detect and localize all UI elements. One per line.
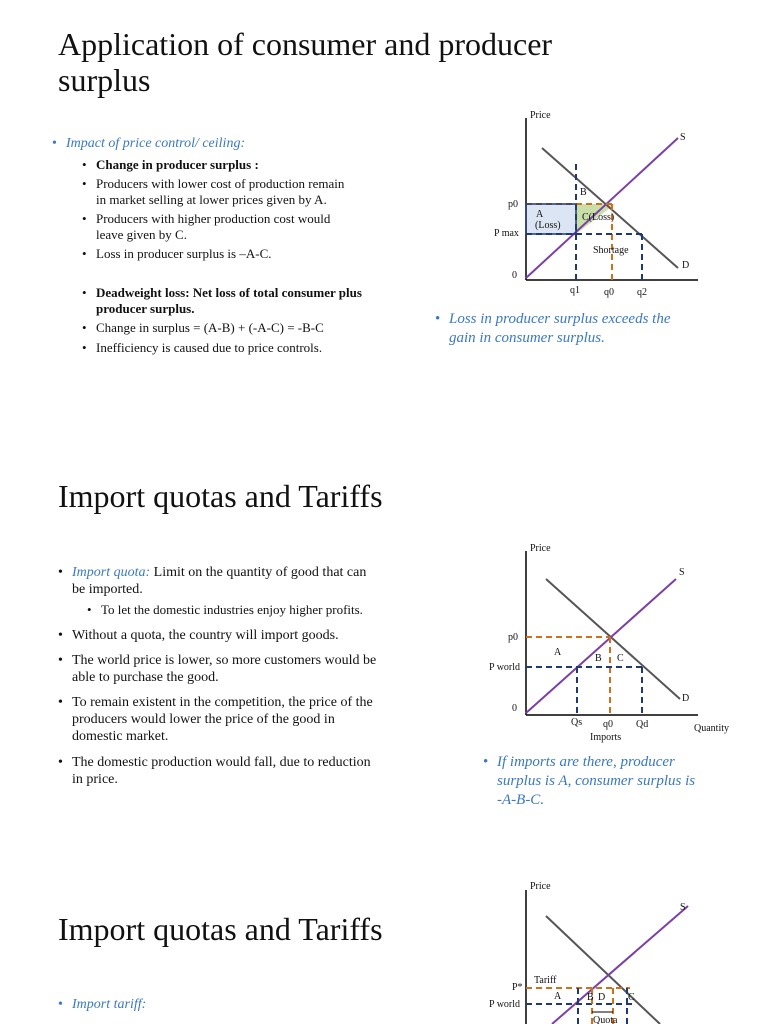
c-label: C	[628, 992, 635, 1003]
slide1-sub-lower-cost: • Producers with lower cost of production remain in market selling at lower prices given by A.	[82, 176, 345, 207]
price-label: Price	[530, 543, 551, 554]
price-label: Price	[530, 881, 551, 892]
imports-label: Imports	[590, 732, 622, 743]
q0-label: q0	[604, 287, 614, 298]
slide1-bullet-impact: • Impact of price control/ ceiling:	[52, 136, 246, 151]
a-label: A	[536, 209, 544, 220]
shortage-label: Shortage	[593, 245, 629, 256]
slide1-sub-change: • Change in producer surplus :	[82, 157, 259, 172]
price-ceiling-graph	[480, 100, 750, 305]
supply-curve	[526, 579, 676, 713]
zero-label: 0	[512, 270, 517, 281]
a-loss-label: (Loss)	[535, 220, 561, 231]
s-label: S	[679, 567, 685, 578]
slide1-sub-higher-cost: • Producers with higher production cost would leave given by C.	[82, 211, 331, 242]
pworld-label: P world	[489, 999, 521, 1010]
b-label: B	[595, 653, 602, 664]
pworld-label: P world	[489, 662, 521, 673]
slide2-note: • If imports are there, producer surplus is A, consumer surplus is -A-B-C.	[483, 754, 696, 808]
slide3-bullet-tariff: • Import tariff:	[58, 997, 147, 1012]
slide2-title: Import quotas and Tariffs	[58, 478, 383, 514]
c-label: C	[617, 653, 624, 664]
q0-label: q0	[603, 719, 613, 730]
supply-curve	[552, 906, 688, 1024]
a-label: A	[554, 991, 562, 1002]
tariff-graph	[480, 872, 750, 1024]
slide2-bullet-without-quota: • Without a quota, the country will import goods.	[58, 628, 339, 643]
q2-label: q2	[637, 287, 647, 298]
import-quota-graph	[480, 535, 750, 750]
slide2-sub-profits: • To let the domestic industries enjoy higher profits.	[87, 602, 363, 617]
demand-curve	[546, 579, 680, 699]
slide2-bullet-world-price: • The world price is lower, so more customers would be able to purchase the good.	[58, 653, 377, 685]
slide2-bullet-domestic: • The domestic production would fall, due to reduction in price.	[58, 755, 371, 787]
slide1-sub-deadweight: • Deadweight loss: Net loss of total consumer plus producer surplus.	[82, 285, 362, 316]
c-loss-label: C(Loss)	[582, 212, 615, 223]
slide2-bullet-quota: • Import quota: Limit on the quantity of good that can be imported.	[58, 565, 367, 597]
slide1-sub-loss: • Loss in producer surplus is –A-C.	[82, 246, 272, 261]
q1-label: q1	[570, 285, 580, 296]
d-label: D	[598, 992, 606, 1003]
pstar-label: P*	[512, 982, 523, 993]
price-label: Price	[530, 110, 551, 121]
s-label: S	[680, 902, 686, 913]
slide1-title: Application of consumer and producer surplus	[58, 26, 553, 98]
b-label: B	[587, 992, 594, 1003]
slide1-note: • Loss in producer surplus exceeds the gain in consumer surplus.	[435, 311, 671, 346]
area-b	[546, 174, 576, 204]
tariff-label: Tariff	[534, 975, 557, 986]
b-label: B	[580, 187, 587, 198]
d-label: D	[682, 260, 690, 271]
p0-label: p0	[508, 199, 518, 210]
s-label: S	[680, 132, 686, 143]
a-label: A	[554, 647, 562, 658]
qs-label: Qs	[571, 717, 583, 728]
d-label: D	[682, 693, 690, 704]
quota-label: Quota	[593, 1015, 618, 1024]
p0-label: p0	[508, 632, 518, 643]
quantity-label: Quantity	[694, 723, 729, 734]
demand-curve	[546, 916, 660, 1024]
zero-label: 0	[512, 703, 517, 714]
slide1-sub-inefficiency: • Inefficiency is caused due to price controls.	[82, 340, 323, 355]
qd-label: Qd	[636, 719, 649, 730]
slide1-sub-change-surplus: • Change in surplus = (A-B) + (-A-C) = -B-C	[82, 320, 324, 335]
pmax-label: P max	[494, 228, 519, 239]
slide2-bullet-competition: • To remain existent in the competition, the price of the producers would lower the price of the good in domestic market.	[58, 695, 373, 744]
slide3-title: Import quotas and Tariffs	[58, 911, 383, 947]
